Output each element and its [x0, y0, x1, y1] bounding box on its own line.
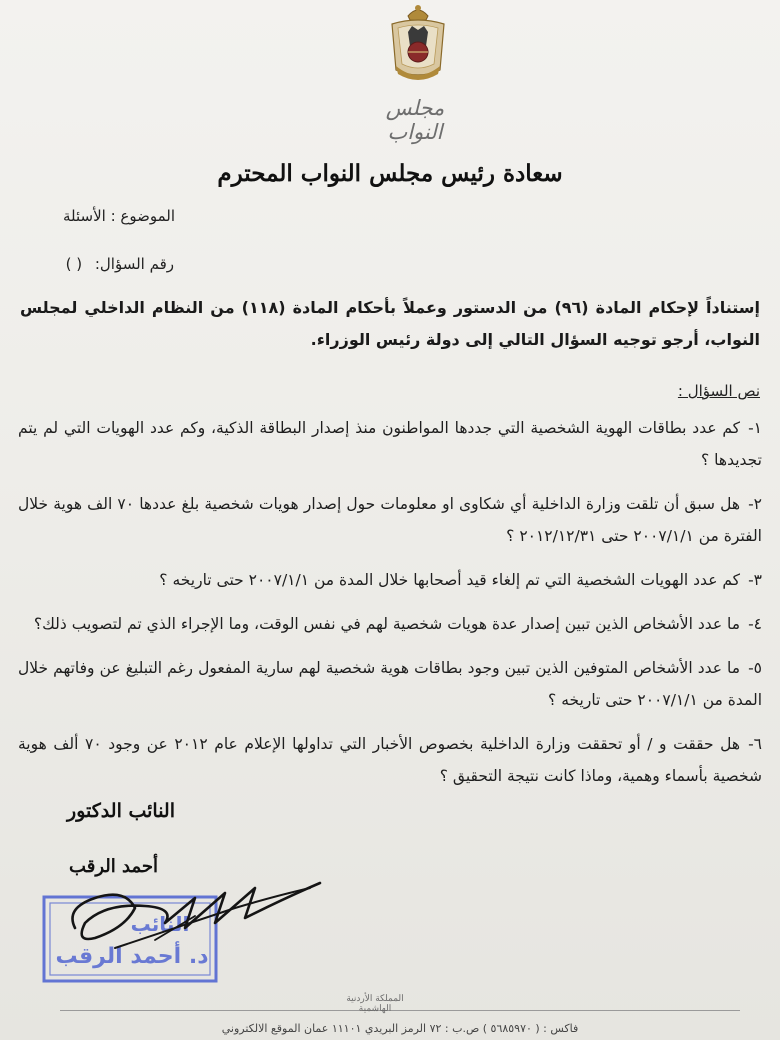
question-text: كم عدد الهويات الشخصية التي تم إلغاء قيد أصحابها خلال المدة من ٢٠٠٧/١/١ حتى تاريخه ؟: [159, 571, 741, 589]
list-item: [18, 728, 762, 792]
footer-logo-text: المملكة الأردنية الهاشمية: [346, 994, 404, 1014]
council-name: مجلس النواب: [385, 96, 445, 144]
question-number-line: [66, 255, 174, 273]
signatory-name: أحمد الرقب: [69, 856, 158, 877]
list-item: [18, 652, 762, 716]
question-text: هل سبق أن تلقت وزارة الداخلية أي شكاوى او معلومات حول إصدار هويات شخصية بلغ عددها ٧٠ الف هوية خلال الفترة من ٢٠٠٧/١/١ حتى ٢٠١٢/١٢/٣١ ؟: [18, 495, 762, 545]
jordan-coat-of-arms-icon: [382, 2, 454, 84]
question-text: كم عدد بطاقات الهوية الشخصية التي جددها المواطنون منذ إصدار البطاقة الذكية، وكم عدد الهويات التي لم يتم تجديدها ؟: [18, 419, 762, 469]
handwritten-signature: [55, 868, 335, 958]
question-number: ٦-: [748, 735, 762, 753]
question-text: ما عدد الأشخاص الذين تبين إصدار عدة هويات شخصية لهم في نفس الوقت، وما الإجراء الذي تم لتصويب ذلك؟: [33, 615, 741, 633]
list-item: [18, 412, 762, 476]
list-item: [18, 608, 762, 640]
question-number: ٣-: [748, 571, 762, 589]
signatory-title: النائب الدكتور: [67, 800, 175, 822]
question-number-value: ( ): [65, 255, 83, 273]
intro-paragraph: إستناداً لإحكام المادة (٩٦) من الدستور وعملاً بأحكام المادة (١١٨) من النظام الداخلي لمجلس النواب، أرجو توجيه السؤال التالي إلى دولة رئيس الوزراء.: [20, 298, 761, 349]
stamp-line-1: النائب: [130, 912, 190, 936]
subject-line: الموضوع : الأسئلة: [62, 207, 175, 225]
list-item: [18, 488, 762, 552]
document-title: سعادة رئيس مجلس النواب المحترم: [217, 160, 563, 187]
question-text: ما عدد الأشخاص المتوفين الذين تبين وجود بطاقات هوية شخصية لهم سارية المفعول رغم التبليغ عن وفاتهم خلال المدة من ٢٠٠٧/١/١ حتى تاريخه ؟: [18, 659, 762, 709]
question-number-label: رقم السؤال:: [94, 255, 174, 273]
list-item: [18, 564, 762, 596]
question-number: ١-: [748, 419, 762, 437]
question-text: هل حققت و / أو تحققت وزارة الداخلية بخصوص الأخبار التي تداولها الإعلام عام ٢٠١٢ عن وجود ٧٠ ألف هوية شخصية بأسماء وهمية، وماذا كانت نتيجة التحقيق ؟: [18, 735, 762, 785]
stamp-line-2: د. أحمد الرقب: [55, 944, 209, 969]
question-number: ٥-: [748, 659, 762, 677]
question-number: ٢-: [748, 495, 762, 513]
footer-contact: فاكس : ( ٥٦٨٥٩٧٠ ) ص.ب : ٧٢ الرمز البريدي ١١١٠١ عمان الموقع الالكتروني: [221, 1022, 579, 1035]
question-text-label: نص السؤال :: [677, 382, 760, 400]
question-list: [18, 412, 762, 804]
question-number: ٤-: [748, 615, 762, 633]
